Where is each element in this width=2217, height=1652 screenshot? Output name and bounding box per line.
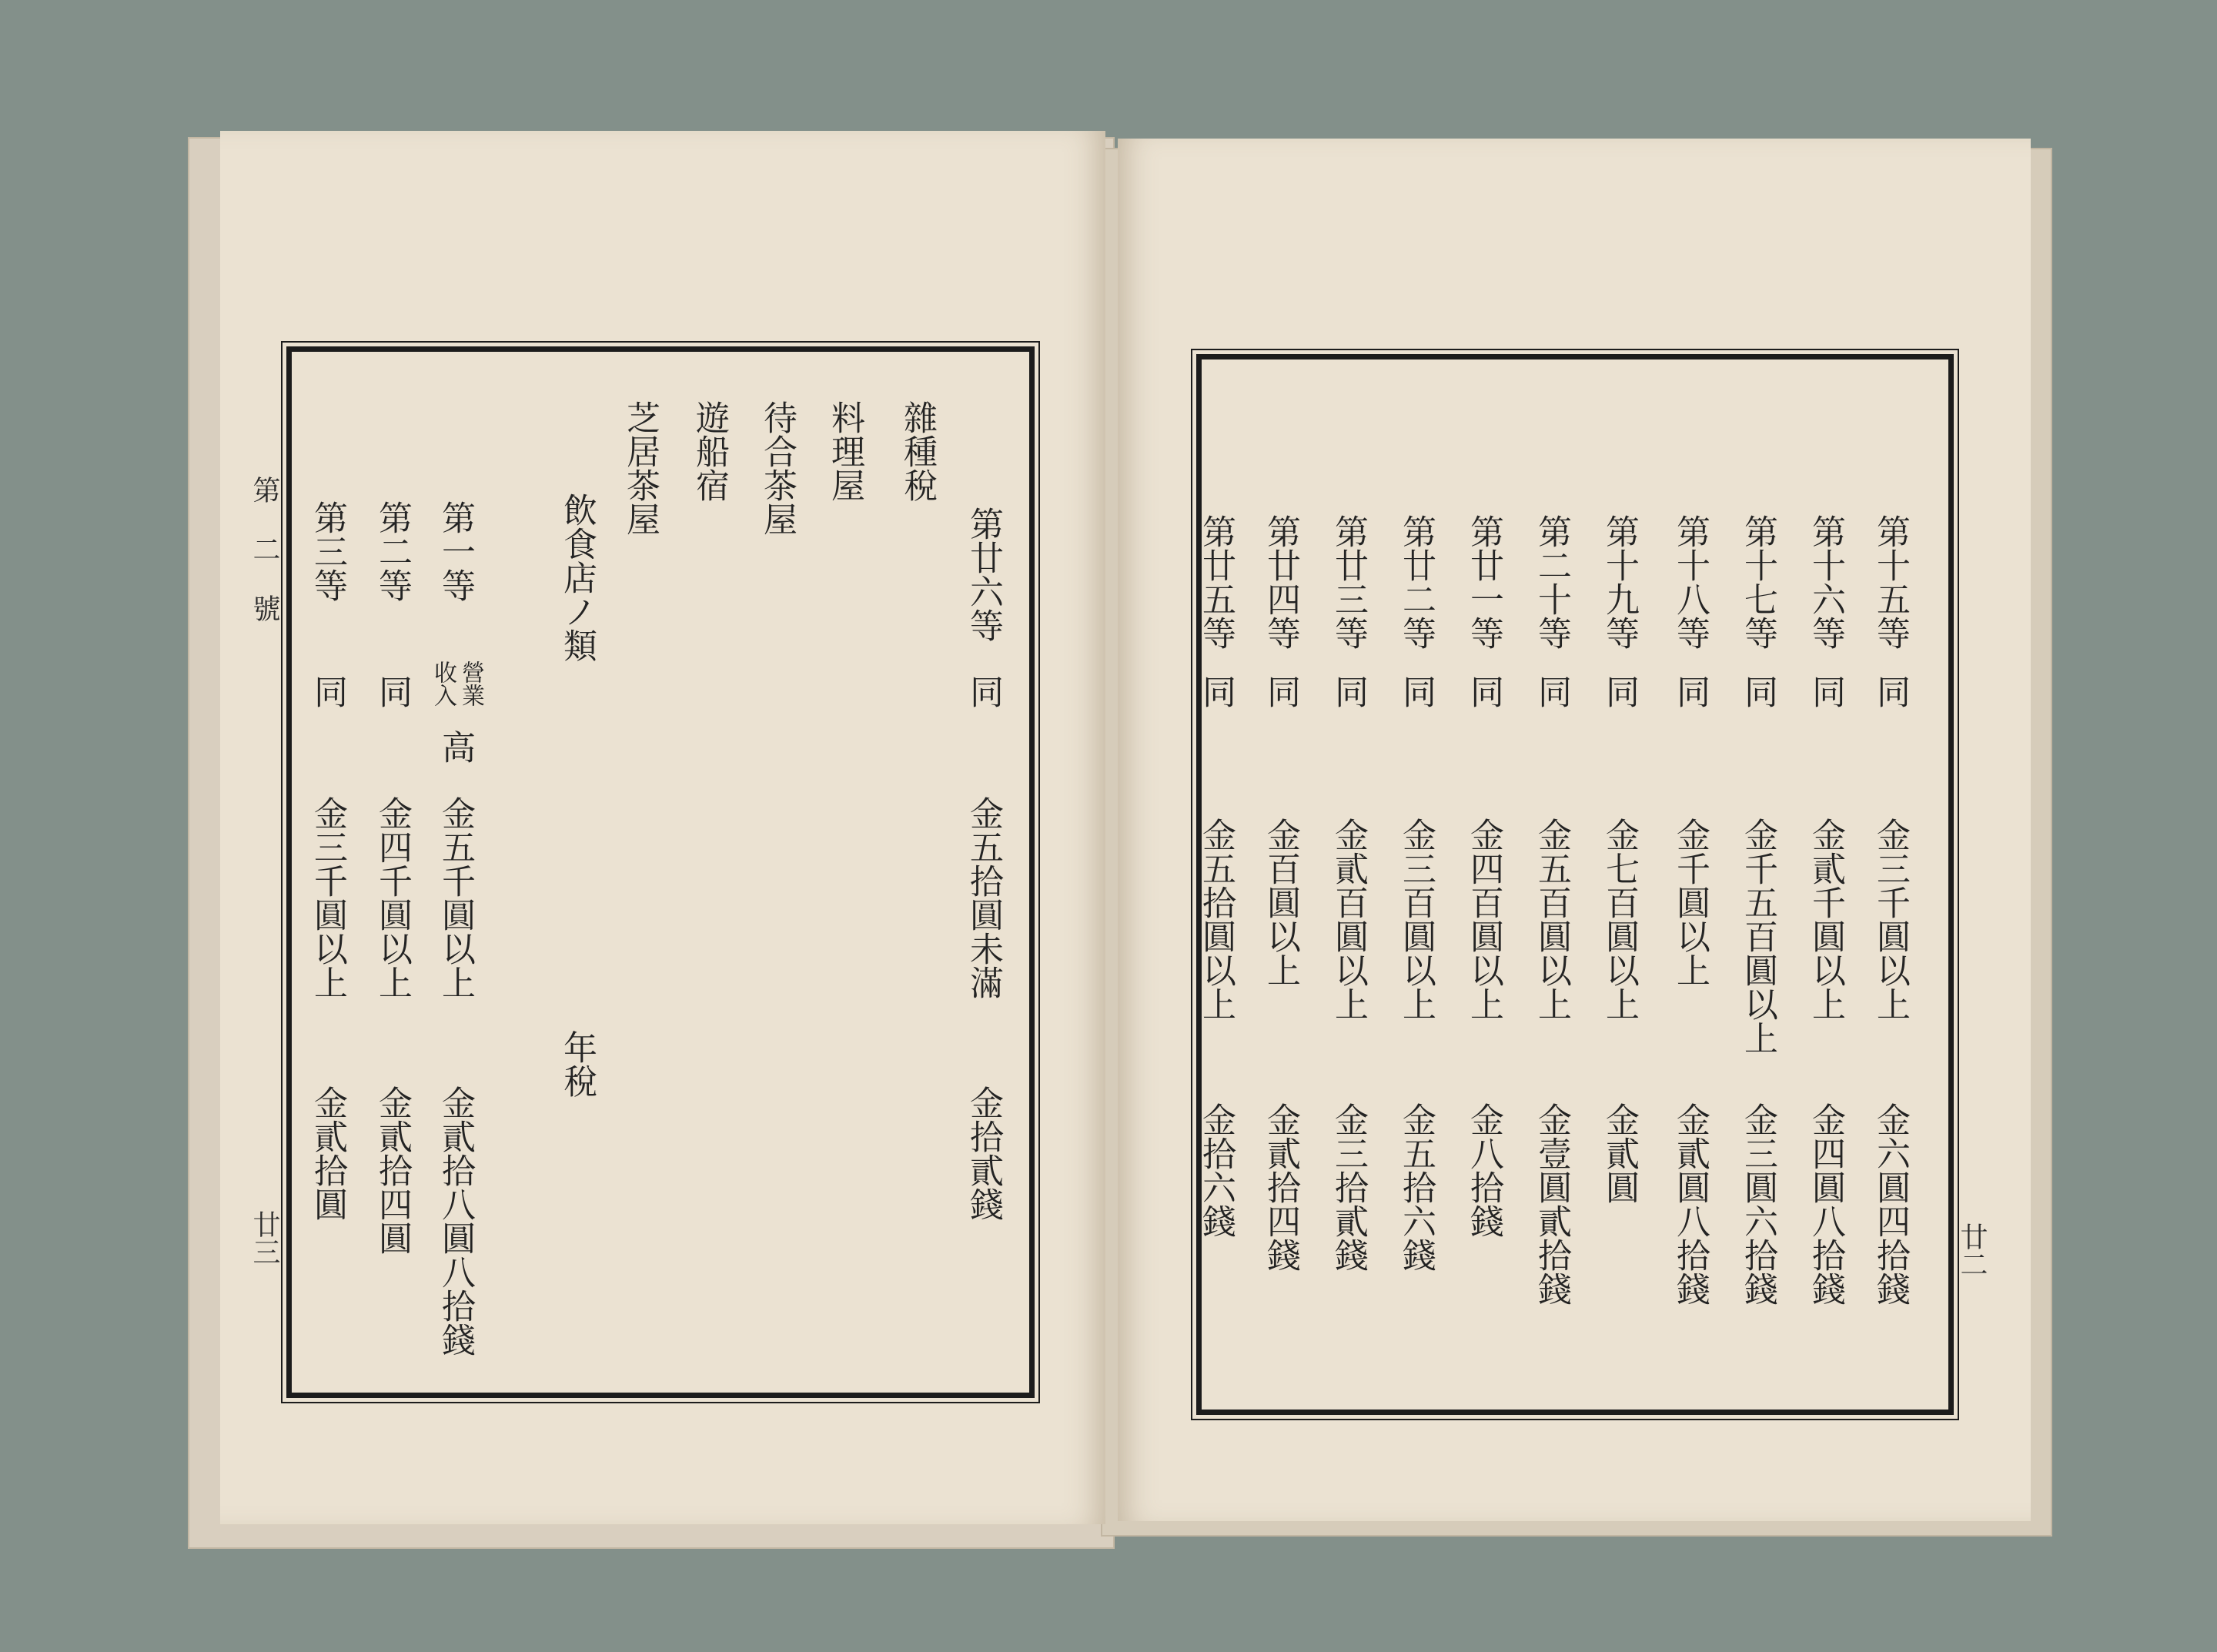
left-col-1-tax: 金拾貳錢 — [964, 1085, 1003, 1221]
left-col-3-grade: 料理屋 — [825, 400, 864, 502]
income-label-bottom: 收入 — [430, 660, 456, 707]
left-col-9-threshold: 金四千圓以上 — [373, 796, 412, 999]
income-label-top: 營業 — [457, 660, 484, 707]
right-col-11-threshold: 金五拾圓以上 — [1196, 818, 1236, 1021]
left-col-10-same: 同 — [308, 674, 347, 708]
left-col-10-grade: 第三等 — [308, 500, 347, 602]
left-col-8-threshold: 金五千圓以上 — [436, 796, 475, 999]
left-col-4-grade: 待合茶屋 — [757, 400, 797, 536]
left-col-8-tax: 金貳拾八圓八拾錢 — [436, 1085, 475, 1356]
left-col-9-same: 同 — [373, 674, 412, 708]
right-col-2-tax: 金四圓八拾錢 — [1806, 1102, 1845, 1306]
income-label-end: 高 — [436, 730, 475, 764]
left-col-7-tax: 年稅 — [557, 1030, 597, 1098]
right-page-number: 廿二 — [1956, 1222, 1988, 1278]
right-col-7-same: 同 — [1464, 674, 1503, 708]
right-col-7-threshold: 金四百圓以上 — [1464, 818, 1503, 1021]
right-col-10-threshold: 金百圓以上 — [1261, 818, 1300, 987]
right-col-6-same: 同 — [1532, 674, 1571, 708]
right-col-6-grade: 第二十等 — [1532, 514, 1571, 650]
left-col-1-same: 同 — [964, 674, 1003, 708]
right-col-1-grade: 第十五等 — [1871, 514, 1910, 650]
left-col-10-tax: 金貳拾圓 — [308, 1085, 347, 1221]
left-col-9-tax: 金貳拾四圓 — [373, 1085, 412, 1255]
left-col-2-grade: 雜種稅 — [898, 400, 937, 502]
right-col-1-same: 同 — [1871, 674, 1910, 708]
right-col-5-threshold: 金七百圓以上 — [1600, 818, 1639, 1021]
right-col-4-grade: 第十八等 — [1670, 514, 1710, 650]
right-col-8-threshold: 金三百圓以上 — [1396, 818, 1436, 1021]
left-col-8-grade: 第一等 — [436, 500, 475, 602]
right-col-10-tax: 金貳拾四錢 — [1261, 1102, 1300, 1272]
right-col-3-grade: 第十七等 — [1738, 514, 1777, 650]
right-col-5-tax: 金貳圓 — [1600, 1102, 1639, 1204]
left-col-5-grade: 遊船宿 — [690, 400, 729, 502]
left-page-number: 廿三 — [249, 1210, 280, 1266]
right-col-11-grade: 第廿五等 — [1196, 514, 1236, 650]
right-col-5-grade: 第十九等 — [1600, 514, 1639, 650]
right-col-8-tax: 金五拾六錢 — [1396, 1102, 1436, 1272]
right-col-9-grade: 第廿三等 — [1329, 514, 1368, 650]
right-col-2-same: 同 — [1806, 674, 1845, 708]
left-col-7-grade: 飲食店ノ類 — [557, 493, 597, 662]
right-col-11-tax: 金拾六錢 — [1196, 1102, 1236, 1238]
right-col-2-threshold: 金貳千圓以上 — [1806, 818, 1845, 1021]
left-col-1-threshold: 金五拾圓未滿 — [964, 796, 1003, 999]
right-col-9-same: 同 — [1329, 674, 1368, 708]
right-col-7-grade: 第廿一等 — [1464, 514, 1503, 650]
right-col-3-threshold: 金千五百圓以上 — [1738, 818, 1777, 1055]
right-col-3-tax: 金三圓六拾錢 — [1738, 1102, 1777, 1306]
right-col-9-threshold: 金貳百圓以上 — [1329, 818, 1368, 1021]
right-col-4-threshold: 金千圓以上 — [1670, 818, 1710, 987]
right-col-8-grade: 第廿二等 — [1396, 514, 1436, 650]
right-col-4-tax: 金貳圓八拾錢 — [1670, 1102, 1710, 1306]
right-col-10-grade: 第廿四等 — [1261, 514, 1300, 650]
right-col-6-tax: 金壹圓貳拾錢 — [1532, 1102, 1571, 1306]
right-col-2-grade: 第十六等 — [1806, 514, 1845, 650]
left-col-1-grade: 第廿六等 — [964, 507, 1003, 642]
right-col-6-threshold: 金五百圓以上 — [1532, 818, 1571, 1021]
left-margin-title: 第 二 號 — [249, 476, 280, 622]
right-col-3-same: 同 — [1738, 674, 1777, 708]
right-col-5-same: 同 — [1600, 674, 1639, 708]
left-col-9-grade: 第二等 — [373, 500, 412, 602]
right-col-1-tax: 金六圓四拾錢 — [1871, 1102, 1910, 1306]
right-col-11-same: 同 — [1196, 674, 1236, 708]
right-col-1-threshold: 金三千圓以上 — [1871, 818, 1910, 1021]
right-col-9-tax: 金三拾貳錢 — [1329, 1102, 1368, 1272]
left-col-6-grade: 芝居茶屋 — [620, 400, 660, 536]
left-col-10-threshold: 金三千圓以上 — [308, 796, 347, 999]
right-col-10-same: 同 — [1261, 674, 1300, 708]
right-col-7-tax: 金八拾錢 — [1464, 1102, 1503, 1238]
right-col-8-same: 同 — [1396, 674, 1436, 708]
right-col-4-same: 同 — [1670, 674, 1710, 708]
